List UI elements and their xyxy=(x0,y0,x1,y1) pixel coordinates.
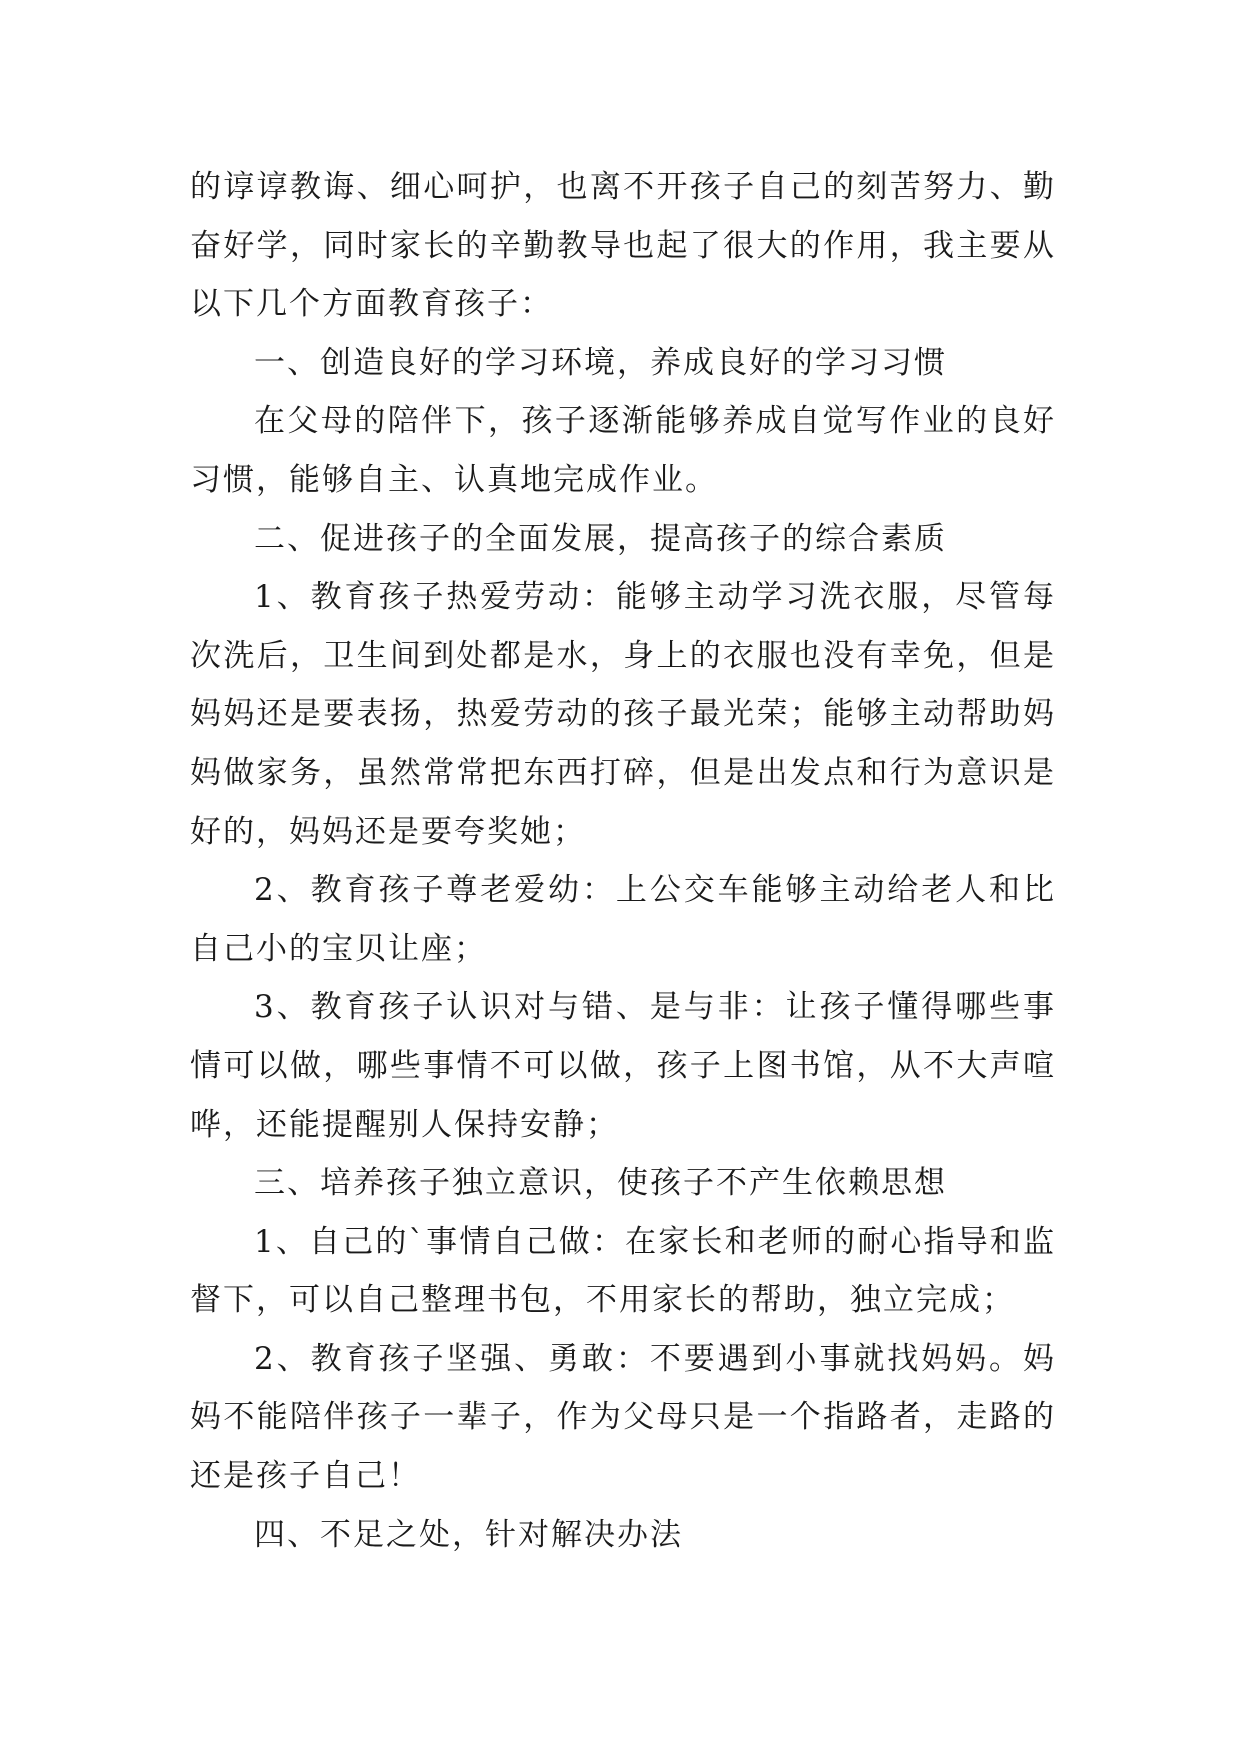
document-body xyxy=(190,158,1056,1564)
heading-section-3: 三、培养孩子独立意识，使孩子不产生依赖思想 xyxy=(254,1165,947,1202)
paragraph-section-2-item-3: 3、教育孩子认识对与错、是与非：让孩子懂得哪些事情可以做，哪些事情不可以做，孩子上图书馆，从不大声喧哗，还能提醒别人保持安静； xyxy=(190,989,1056,1143)
paragraph-section-3-item-2: 2、教育孩子坚强、勇敢：不要遇到小事就找妈妈。妈妈不能陪伴孩子一辈子，作为父母只是一个指路者，走路的还是孩子自己！ xyxy=(190,1340,1056,1495)
heading-section-2: 二、促进孩子的全面发展，提高孩子的综合素质 xyxy=(254,520,947,557)
heading-section-4: 四、不足之处，针对解决办法 xyxy=(254,1516,683,1553)
heading-section-1: 一、创造良好的学习环境，养成良好的学习习惯 xyxy=(254,344,947,381)
paragraph-section-1: 在父母的陪伴下，孩子逐渐能够养成自觉写作业的良好习惯，能够自主、认真地完成作业。 xyxy=(190,403,1056,498)
paragraph-section-3-item-1: 1、自己的`事情自己做：在家长和老师的耐心指导和监督下，可以自己整理书包，不用家长的帮助，独立完成； xyxy=(190,1223,1056,1319)
paragraph-section-2-item-1: 1、教育孩子热爱劳动：能够主动学习洗衣服，尽管每次洗后，卫生间到处都是水，身上的衣服也没有幸免，但是妈妈还是要表扬，热爱劳动的孩子最光荣；能够主动帮助妈妈做家务，虽然常常把东西打碎，但是出发点和行为意识是好的，妈妈还是要夸奖她； xyxy=(190,579,1056,850)
paragraph-intro: 的谆谆教诲、细心呵护，也离不开孩子自己的刻苦努力、勤奋好学，同时家长的辛勤教导也起了很大的作用，我主要从以下几个方面教育孩子： xyxy=(190,169,1056,323)
paragraph-section-2-item-2: 2、教育孩子尊老爱幼：上公交车能够主动给老人和比自己小的宝贝让座； xyxy=(190,872,1056,967)
